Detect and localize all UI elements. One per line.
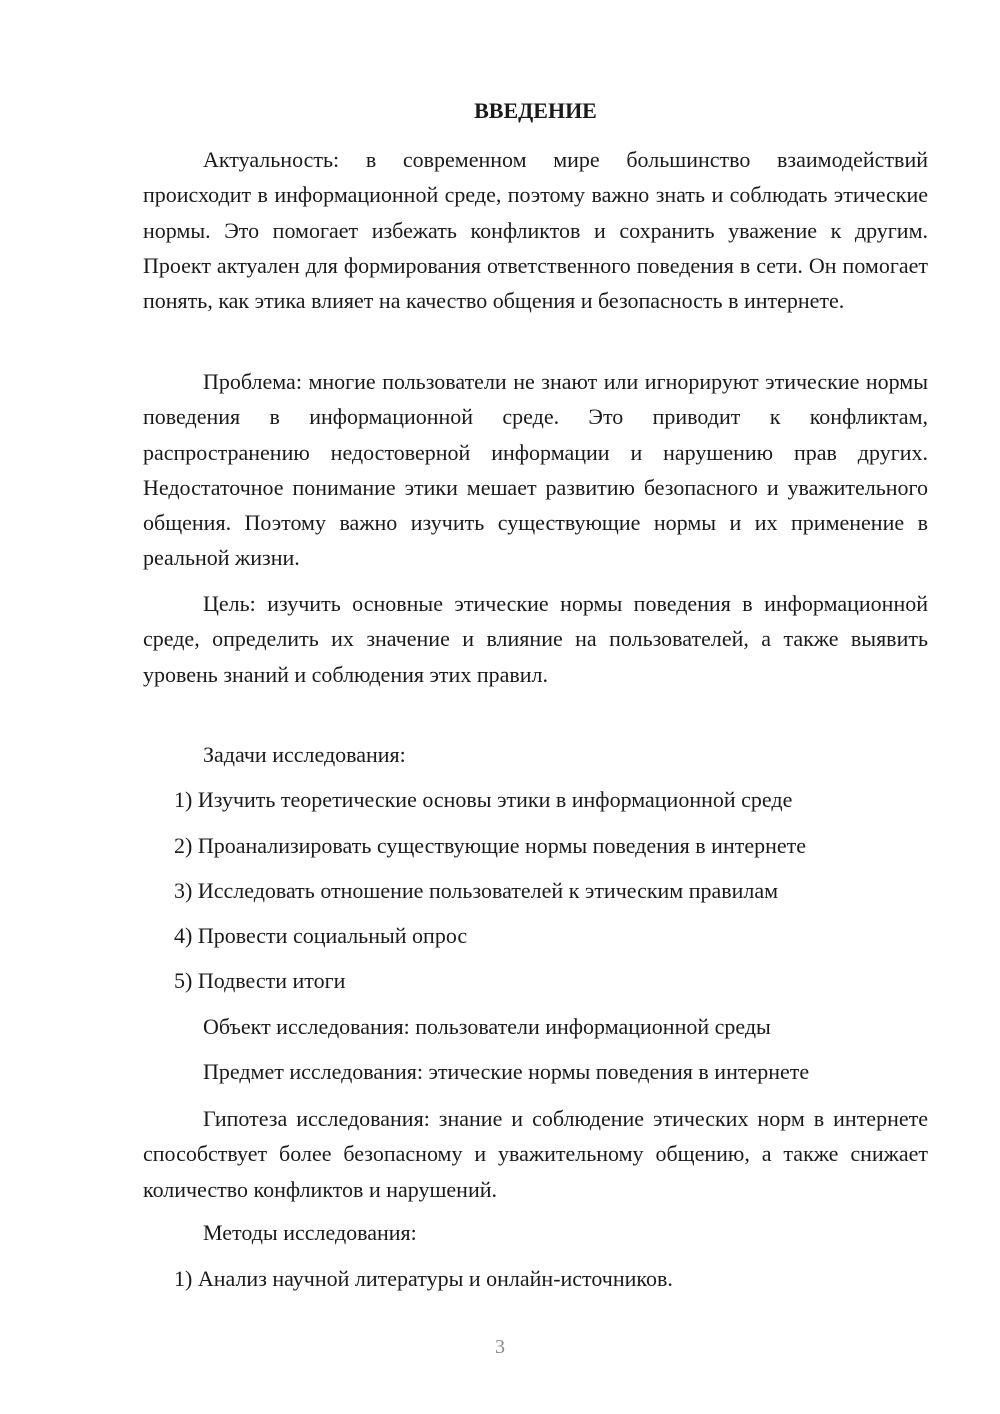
task-item-5: 5) Подвести итоги [174, 968, 346, 993]
relevance-paragraph: Актуальность: в современном мире большинство взаимодействий происходит в информационной среде, поэтому важно знать и соблюдать этические нормы. Это помогает избежать конфликтов и сохранить уважение к другим. Проект актуален для формирования ответственного поведения в сети. Он помогает понять, как этика влияет на качество общения и безопасность в интернете. [143, 147, 928, 314]
task-item-4: 4) Провести социальный опрос [174, 923, 468, 948]
method-item-1: 1) Анализ научной литературы и онлайн-источников. [174, 1266, 673, 1291]
hypothesis-paragraph: Гипотеза исследования: знание и соблюдение этических норм в интернете способствует более безопасному и уважительному общению, а также снижает количество конфликтов и нарушений. [143, 1106, 928, 1202]
section-heading: ВВЕДЕНИЕ [474, 98, 597, 123]
task-item-3: 3) Исследовать отношение пользователей к этическим правилам [174, 878, 779, 903]
task-item-2: 2) Проанализировать существующие нормы поведения в интернете [174, 833, 807, 858]
tasks-title: Задачи исследования: [203, 742, 406, 767]
goal-paragraph: Цель: изучить основные этические нормы поведения в информационной среде, определить их значение и влияние на пользователей, а также выявить уровень знаний и соблюдения этих правил. [143, 591, 928, 687]
task-item-1: 1) Изучить теоретические основы этики в информационной среде [174, 787, 793, 812]
research-subject: Предмет исследования: этические нормы поведения в интернете [203, 1059, 810, 1084]
problem-paragraph: Проблема: многие пользователи не знают или игнорируют этические нормы поведения в информационной среде. Это приводит к конфликтам, распространению недостоверной информации и нарушению прав других. Недостаточное понимание этики мешает развитию безопасного и уважительного общения. Поэтому важно изучить существующие нормы и их применение в реальной жизни. [143, 369, 928, 571]
page-number: 3 [495, 1336, 505, 1358]
research-object: Объект исследования: пользователи информационной среды [203, 1014, 771, 1039]
methods-title: Методы исследования: [203, 1220, 417, 1245]
